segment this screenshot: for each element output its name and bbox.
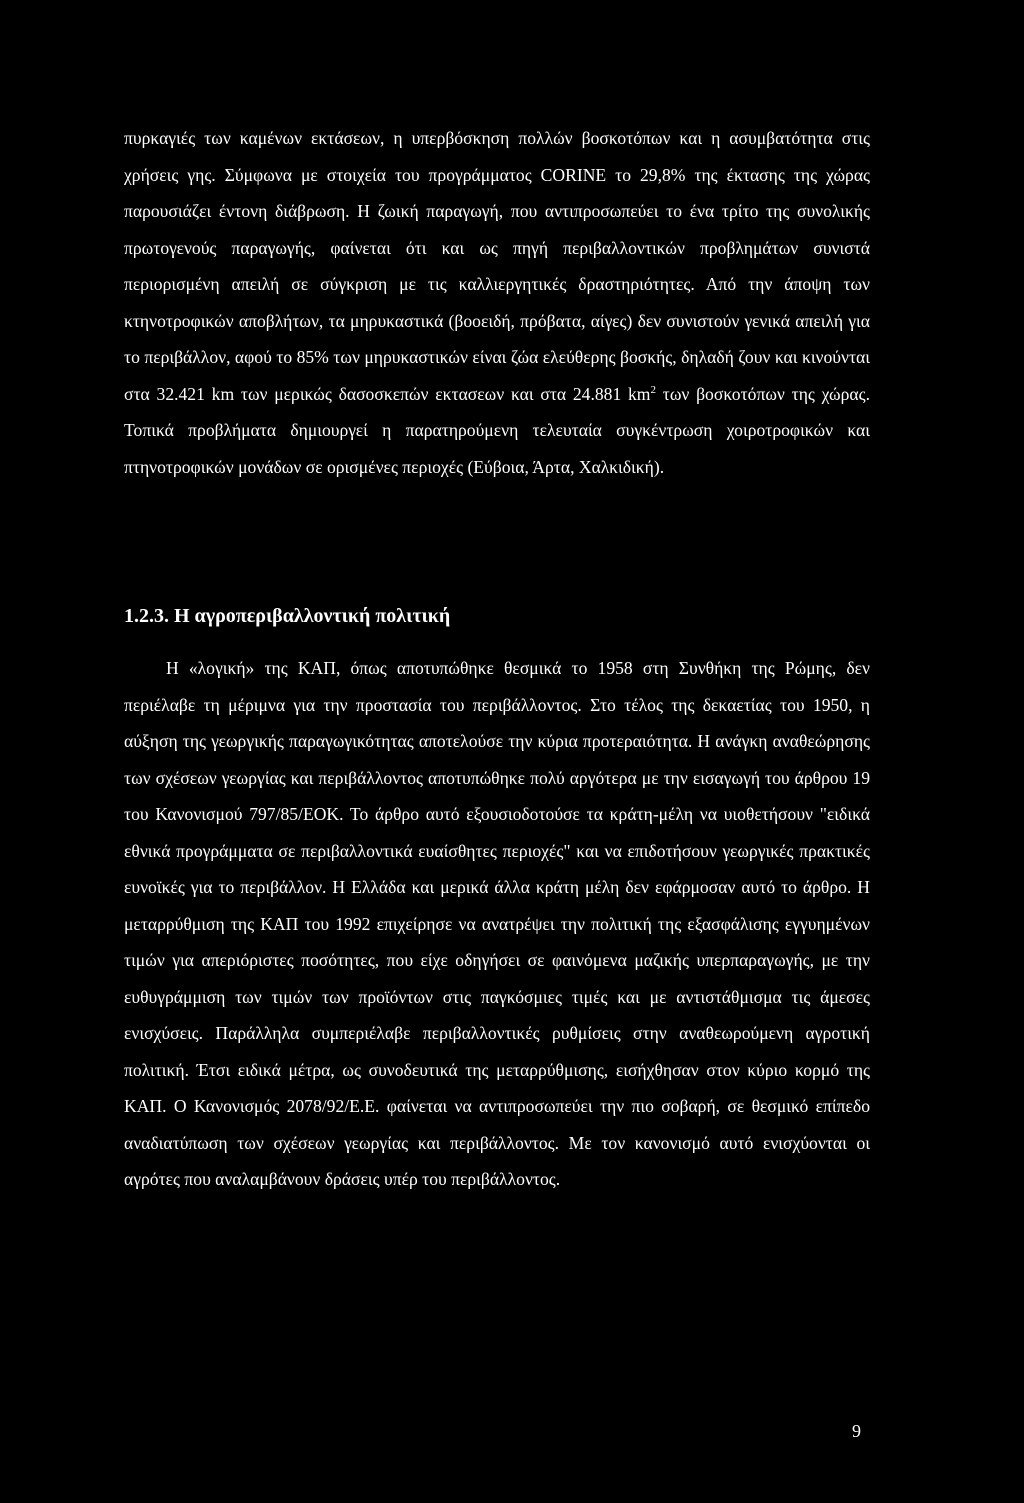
superscript-2: 2 (650, 383, 656, 396)
page-number: 9 (852, 1421, 861, 1441)
section-heading: 1.2.3. Η αγροπεριβαλλοντική πολιτική (124, 605, 451, 627)
body-paragraph-1 (124, 120, 870, 485)
paragraph-1-text-a: πυρκαγιές των καμένων εκτάσεων, η υπερβόσκηση πολλών βοσκοτόπων και η ασυμβατότητα στις χρήσεις γης. Σύμφωνα με στοιχεία του προγράμματος CORINE το 29,8% της έκτασης της χώρας παρουσιάζει έντονη διάβρωση. Η ζωική παραγωγή, που αντιπροσωπεύει το ένα τρίτο της συνολικής πρωτογενούς παραγωγής, φαίνεται ότι και ως πηγή περιβαλλοντικών προβλημάτων συνιστά περιορισμένη απειλή σε σύγκριση με τις καλλιεργητικές δραστηριότητες. Από την άποψη των κτηνοτροφικών αποβλήτων, τα μηρυκαστικά (βοοειδή, πρόβατα, αίγες) δεν συνιστούν γενικά απειλή για το περιβάλλον, αφού το 85% των μηρυκαστικών είναι ζώα ελεύθερης βοσκής, δηλαδή ζουν και κινούνται στα 32.421 km των μερικώς δασοσκεπών εκτασεων και στα 24.881 km (124, 128, 870, 404)
paragraph-1-text-b: των βοσκοτόπων της χώρας. Τοπικά προβλήματα δημιουργεί η παρατηρούμενη τελευταία συγκέντρωση χοιροτροφικών και πτηνοτροφικών μονάδων σε ορισμένες περιοχές (Εύβοια, Άρτα, Χαλκιδική). (124, 383, 870, 477)
body-paragraph-2: Η «λογική» της ΚΑΠ, όπως αποτυπώθηκε θεσμικά το 1958 στη Συνθήκη της Ρώμης, δεν περιέλαβε τη μέριμνα για την προστασία του περιβάλλοντος. Στο τέλος της δεκαετίας του 1950, η αύξηση της γεωργικής παραγωγικότητας αποτελούσε την κύρια προτεραιότητα. Η ανάγκη αναθεώρησης των σχέσεων γεωργίας και περιβάλλοντος αποτυπώθηκε πολύ αργότερα με την εισαγωγή του άρθρου 19 του Κανονισμού 797/85/ΕΟΚ. Το άρθρο αυτό εξουσιοδοτούσε τα κράτη-μέλη να υιοθετήσουν "ειδικά εθνικά προγράμματα σε περιβαλλοντικά ευαίσθητες περιοχές" και να επιδοτήσουν γεωργικές πρακτικές ευνοϊκές για το περιβάλλον. Η Ελλάδα και μερικά άλλα κράτη μέλη δεν εφάρμοσαν αυτό το άρθρο. Η μεταρρύθμιση της ΚΑΠ του 1992 επιχείρησε να ανατρέψει την πολιτική της εξασφάλισης εγγυημένων τιμών για απεριόριστες ποσότητες, που είχε οδηγήσει σε φαινόμενα μαζικής υπερπαραγωγής, με την ευθυγράμμιση των τιμών των προϊόντων στις παγκόσμιες τιμές και με αντιστάθμισμα τις άμεσες ενισχύσεις. Παράλληλα συμπεριέλαβε περιβαλλοντικές ρυθμίσεις στην αναθεωρούμενη αγροτική πολιτική. Έτσι ειδικά μέτρα, ως συνοδευτικά της μεταρρύθμισης, εισήχθησαν στον κύριο κορμό της ΚΑΠ. Ο Κανονισμός 2078/92/Ε.Ε. φαίνεται να αντιπροσωπεύει την πιο σοβαρή, σε θεσμικό επίπεδο αναδιατύπωση των σχέσεων γεωργίας και περιβάλλοντος. Με τον κανονισμό αυτό ενισχύονται οι αγρότες που αναλαμβάνουν δράσεις υπέρ του περιβάλλοντος. (124, 658, 870, 1189)
